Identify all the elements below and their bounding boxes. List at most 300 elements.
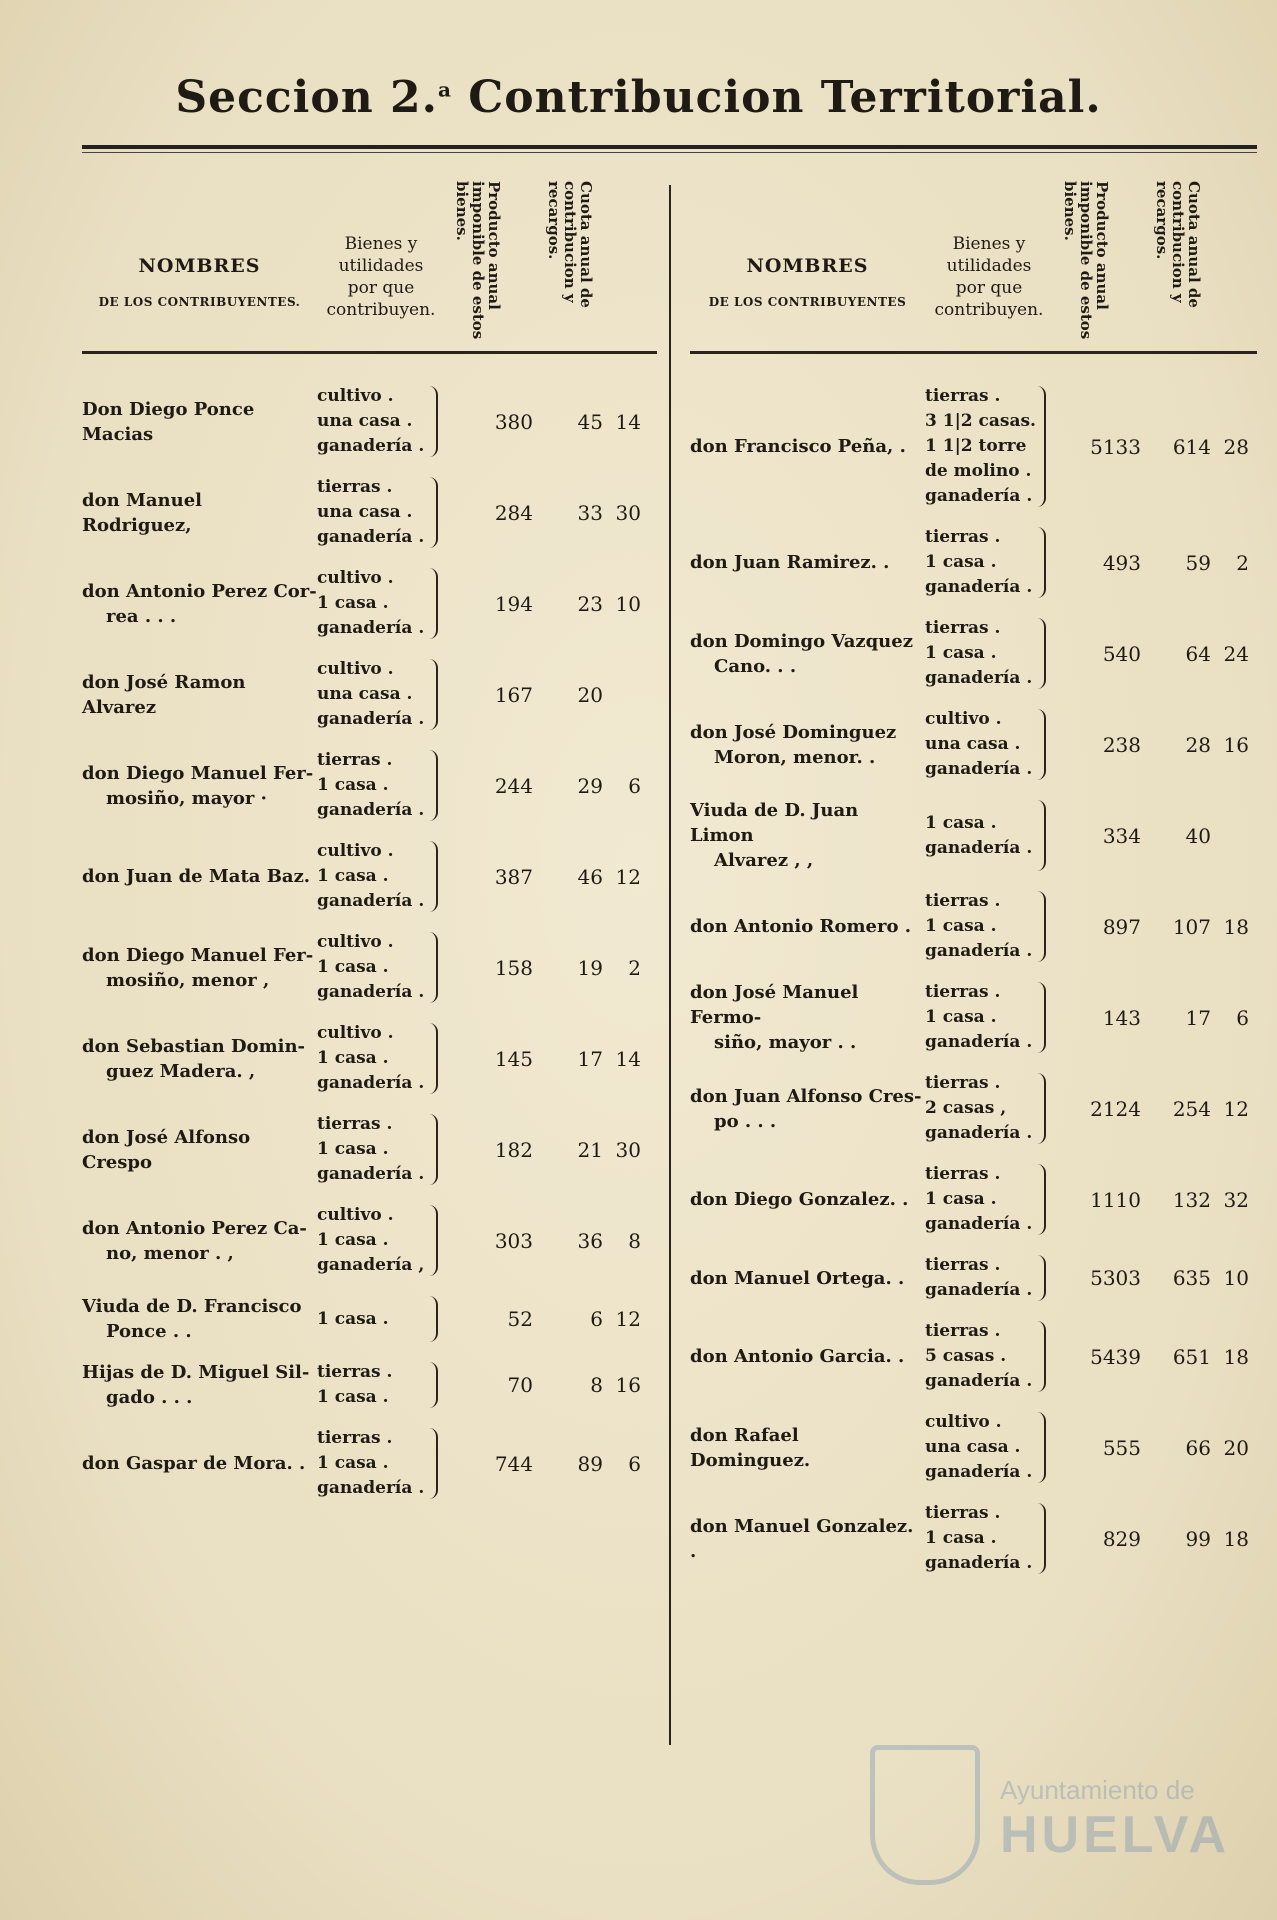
name-line1: don Antonio Garcia. . — [690, 1346, 905, 1367]
name-line1: don Diego Manuel Fer- — [82, 944, 314, 966]
column-divider — [669, 185, 671, 1745]
cuota-value: 20 — [577, 682, 603, 707]
goods-line: ganadería . — [317, 800, 425, 820]
cuota-value: 64 — [1185, 641, 1211, 666]
name-line1: don Juan de Mata Baz. — [82, 866, 311, 887]
product-value: 334 — [1102, 823, 1141, 848]
goods-list — [317, 1426, 427, 1501]
brace — [1035, 889, 1051, 964]
goods-list — [925, 980, 1035, 1055]
brace — [427, 1021, 443, 1096]
brace — [427, 839, 443, 914]
name-line2: guez Madera. , — [106, 1060, 256, 1082]
name-line1: don Diego Gonzalez. . — [690, 1189, 909, 1210]
goods-list — [317, 1112, 427, 1187]
cuota-header: Cuota anual de contribucion y recargos. — [545, 181, 595, 308]
goods-line: tierras . — [317, 750, 393, 770]
goods-line: 1 casa . — [317, 1230, 389, 1250]
name-line1: Viuda de D. Juan Limon — [690, 800, 859, 846]
names-header — [82, 255, 317, 309]
title-rule-thin — [82, 152, 1257, 153]
goods-list — [925, 1501, 1035, 1576]
goods-line: tierras . — [317, 477, 393, 497]
contributor-row — [690, 616, 1257, 691]
name-line2: rea . . . — [106, 605, 177, 627]
goods-line: ganadería . — [925, 1032, 1033, 1052]
goods-line: ganadería . — [317, 1478, 425, 1498]
name-line1: Don Diego Ponce Macias — [82, 398, 255, 445]
recargo-value: 10 — [1223, 1266, 1249, 1290]
goods-line: 1 casa . — [317, 1139, 389, 1159]
goods-list — [317, 1307, 427, 1332]
goods-line: una casa . — [925, 1437, 1021, 1457]
goods-line: 1 casa . — [925, 1189, 997, 1209]
title-main: Contribucion Territorial. — [468, 72, 1102, 123]
right-column — [690, 175, 1257, 1592]
goods-line: tierras . — [925, 527, 1001, 547]
contributor-row — [82, 1203, 657, 1278]
contributor-row — [690, 1319, 1257, 1394]
goods-line: 1 casa . — [317, 957, 389, 977]
contributor-row — [690, 798, 1257, 873]
brace — [427, 1203, 443, 1278]
brace — [427, 1294, 443, 1344]
contributor-row — [82, 1426, 657, 1501]
cuota-value: 17 — [1185, 1005, 1211, 1030]
goods-line: ganadería . — [925, 1280, 1033, 1300]
cuota-value: 36 — [577, 1228, 603, 1253]
goods-line: 1 casa . — [925, 552, 997, 572]
goods-line: 2 casas , — [925, 1098, 1007, 1118]
product-value: 244 — [494, 773, 533, 798]
product-value: 182 — [494, 1137, 533, 1162]
contributor-row — [690, 384, 1257, 509]
brace — [1035, 384, 1051, 509]
contributor-name — [690, 629, 925, 679]
name-line2: gado . . . — [106, 1387, 193, 1408]
cuota-value: 132 — [1172, 1187, 1211, 1212]
watermark-line1: Ayuntamiento de — [1000, 1775, 1195, 1805]
contributor-row — [82, 930, 657, 1005]
contributor-name — [82, 397, 317, 447]
contributor-row — [690, 707, 1257, 782]
goods-list — [925, 525, 1035, 600]
goods-line: tierras . — [925, 982, 1001, 1002]
recargo-value: 2 — [628, 955, 641, 980]
cuota-value: 66 — [1185, 1435, 1211, 1460]
goods-line: 1 1|2 torre — [925, 436, 1027, 456]
goods-line: 1 casa . — [317, 1387, 389, 1407]
brace — [427, 566, 443, 641]
contributor-name — [82, 1125, 317, 1175]
product-value: 284 — [494, 500, 533, 525]
contributor-name — [82, 1451, 317, 1476]
cuota-value: 23 — [577, 591, 603, 616]
product-value: 238 — [1102, 732, 1141, 757]
contributor-name — [690, 1266, 925, 1291]
name-line1: don Antonio Perez Cor- — [82, 580, 317, 602]
cuota-value: 59 — [1185, 550, 1211, 575]
goods-list — [925, 889, 1035, 964]
goods-line: 1 casa . — [317, 775, 389, 795]
goods-line: tierras . — [317, 1428, 393, 1448]
product-value: 897 — [1102, 914, 1141, 939]
product-value: 744 — [494, 1451, 533, 1476]
product-value: 303 — [494, 1228, 533, 1253]
product-value: 2124 — [1090, 1096, 1141, 1121]
name-line1: don Manuel Rodriguez, — [82, 489, 202, 536]
coat-of-arms-icon — [870, 1745, 980, 1885]
recargo-value: 2 — [1236, 550, 1249, 575]
product-value: 143 — [1102, 1005, 1141, 1030]
goods-line: tierras . — [317, 1114, 393, 1134]
contributor-name — [690, 914, 925, 939]
name-line2: Cano. . . — [714, 655, 797, 677]
goods-line: una casa . — [317, 502, 413, 522]
goods-list — [317, 1203, 427, 1278]
cuota-value: 89 — [577, 1451, 603, 1476]
contributor-row — [82, 384, 657, 459]
contributor-name — [82, 488, 317, 538]
goods-list — [317, 930, 427, 1005]
contributor-name — [82, 1034, 317, 1084]
brace — [427, 1112, 443, 1187]
recargo-value: 10 — [615, 591, 641, 616]
contributor-name — [82, 1294, 317, 1344]
goods-line: ganadería . — [925, 759, 1033, 779]
goods-list — [925, 811, 1035, 861]
contributor-row — [82, 566, 657, 641]
product-value: 167 — [494, 682, 533, 707]
contributor-row — [690, 1162, 1257, 1237]
goods-line: ganadería , — [317, 1255, 425, 1275]
goods-line: 1 casa . — [317, 1453, 389, 1473]
contributor-row — [82, 1112, 657, 1187]
product-value: 5303 — [1090, 1266, 1141, 1290]
goods-line: tierras . — [925, 1073, 1001, 1093]
contributor-name — [82, 579, 317, 629]
cuota-value: 40 — [1185, 823, 1211, 848]
goods-line: tierras . — [925, 618, 1001, 638]
watermark — [870, 1745, 1230, 1875]
name-line1: Viuda de D. Francisco — [82, 1296, 302, 1317]
contributor-row — [82, 657, 657, 732]
right-header — [690, 175, 1257, 354]
goods-list — [925, 616, 1035, 691]
name-line1: don Antonio Romero . — [690, 916, 912, 937]
name-line1: don Manuel Ortega. . — [690, 1267, 905, 1289]
cuota-value: 28 — [1185, 732, 1211, 757]
goods-line: una casa . — [317, 684, 413, 704]
brace — [1035, 1319, 1051, 1394]
goods-line: cultivo . — [317, 1205, 394, 1225]
brace — [1035, 798, 1051, 873]
name-line2: mosiño, menor , — [106, 969, 270, 991]
goods-list — [925, 707, 1035, 782]
recargo-value: 32 — [1223, 1187, 1249, 1212]
contributor-name — [82, 670, 317, 720]
title-sup: a — [437, 77, 452, 102]
contributor-row — [82, 748, 657, 823]
goods-header: Bienes y utilidades por que contribuyen. — [326, 234, 436, 320]
brace — [427, 384, 443, 459]
recargo-value: 18 — [1223, 1526, 1249, 1551]
cuota-header: Cuota anual de contribucion y recargos. — [1153, 181, 1203, 308]
contributor-row — [690, 980, 1257, 1055]
product-value: 158 — [494, 955, 533, 980]
recargo-value: 18 — [1223, 914, 1249, 939]
goods-line: ganadería . — [925, 668, 1033, 688]
recargo-value: 30 — [615, 500, 641, 525]
recargo-value: 14 — [615, 409, 641, 434]
product-value: 145 — [494, 1046, 533, 1071]
contributor-name — [690, 1084, 925, 1134]
contributor-name — [82, 943, 317, 993]
contributor-row — [690, 1410, 1257, 1485]
goods-line: 1 casa . — [317, 1048, 389, 1068]
product-value: 5133 — [1090, 434, 1141, 459]
cuota-value: 29 — [577, 773, 603, 798]
cuota-value: 21 — [577, 1137, 603, 1162]
goods-line: tierras . — [925, 1503, 1001, 1523]
goods-header: Bienes y utilidades por que contribuyen. — [934, 234, 1044, 320]
contributor-row — [690, 525, 1257, 600]
goods-line: 1 casa . — [925, 1007, 997, 1027]
name-line2: Moron, menor. . — [714, 746, 876, 768]
goods-line: ganadería . — [925, 1371, 1033, 1391]
recargo-value: 12 — [615, 1307, 641, 1331]
contributor-name — [82, 864, 317, 889]
product-value: 5439 — [1090, 1344, 1141, 1369]
recargo-value: 6 — [628, 773, 641, 798]
watermark-line2: HUELVA — [1000, 1806, 1231, 1864]
contributor-name — [690, 550, 925, 575]
contributor-name — [690, 1514, 925, 1564]
brace — [1035, 1071, 1051, 1146]
goods-line: ganadería . — [317, 527, 425, 547]
name-line1: don Gaspar de Mora. . — [82, 1453, 306, 1474]
goods-line: 3 1|2 casas. — [925, 411, 1036, 431]
goods-line: cultivo . — [317, 841, 394, 861]
left-column — [82, 175, 657, 1517]
product-value: 540 — [1102, 641, 1141, 666]
cuota-value: 99 — [1185, 1526, 1211, 1551]
goods-line: 1 casa . — [925, 916, 997, 936]
contributor-row — [690, 889, 1257, 964]
goods-list — [925, 1071, 1035, 1146]
name-line1: don Antonio Perez Ca- — [82, 1217, 307, 1239]
title-rule — [82, 145, 1257, 149]
product-value: 493 — [1102, 550, 1141, 575]
name-line1: don José Alfonso Crespo — [82, 1126, 251, 1173]
goods-line: cultivo . — [317, 1023, 394, 1043]
goods-line: ganadería . — [925, 1462, 1033, 1482]
goods-line: tierras . — [925, 1321, 1001, 1341]
product-header: Producto anual imponible de estos bienes. — [1061, 181, 1111, 340]
cuota-value: 254 — [1172, 1096, 1211, 1121]
page-title — [0, 72, 1277, 123]
goods-line: una casa . — [925, 734, 1021, 754]
product-value: 70 — [507, 1373, 533, 1397]
name-line1: don José Manuel Fermo- — [690, 982, 859, 1028]
brace — [1035, 1501, 1051, 1576]
goods-line: tierras . — [925, 1255, 1001, 1275]
name-line1: don Juan Alfonso Cres- — [690, 1085, 922, 1107]
brace — [427, 1426, 443, 1501]
goods-line: ganadería . — [925, 486, 1033, 506]
brace — [1035, 1162, 1051, 1237]
recargo-value: 14 — [615, 1046, 641, 1071]
cuota-value: 17 — [577, 1046, 603, 1071]
recargo-value: 16 — [1223, 732, 1249, 757]
goods-line: 5 casas . — [925, 1346, 1007, 1366]
names-header-subtitle: DE LOS CONTRIBUYENTES. — [98, 295, 301, 309]
recargo-value: 6 — [628, 1451, 641, 1476]
goods-line: una casa . — [317, 411, 413, 431]
contributor-row — [82, 475, 657, 550]
goods-list — [317, 384, 427, 459]
contributor-row — [82, 839, 657, 914]
contributor-name — [690, 1187, 925, 1212]
goods-line: cultivo . — [925, 1412, 1002, 1432]
goods-list — [317, 1360, 427, 1410]
contributor-name — [690, 798, 925, 873]
goods-list — [925, 1410, 1035, 1485]
cuota-value: 19 — [577, 955, 603, 980]
name-line2: mosiño, mayor · — [106, 787, 267, 809]
goods-list — [925, 1253, 1035, 1303]
recargo-value: 30 — [615, 1137, 641, 1162]
goods-line: ganadería . — [925, 837, 1033, 858]
goods-line: 1 casa . — [925, 643, 997, 663]
left-entries — [82, 384, 657, 1501]
goods-line: ganadería . — [925, 941, 1033, 961]
product-value: 829 — [1102, 1526, 1141, 1551]
cuota-value: 635 — [1172, 1266, 1211, 1290]
contributor-name — [82, 1360, 317, 1410]
cuota-value: 107 — [1172, 914, 1211, 939]
name-line1: don Rafael Dominguez. — [690, 1424, 811, 1471]
cuota-value: 614 — [1172, 434, 1211, 459]
name-line1: don Manuel Gonzalez. . — [690, 1515, 914, 1562]
goods-line: 1 casa . — [317, 866, 389, 886]
recargo-value: 6 — [1236, 1005, 1249, 1030]
title-prefix: Seccion 2. — [175, 72, 438, 123]
name-line2: Alvarez , , — [714, 850, 814, 871]
contributor-row — [690, 1501, 1257, 1576]
brace — [427, 475, 443, 550]
goods-line: tierras . — [925, 1164, 1001, 1184]
name-line1: Hijas de D. Miguel Sil- — [82, 1362, 310, 1383]
goods-line: tierras . — [317, 1362, 393, 1382]
product-value: 387 — [494, 864, 533, 889]
goods-line: tierras . — [925, 891, 1001, 911]
goods-line: de molino . — [925, 461, 1032, 481]
goods-list — [317, 566, 427, 641]
goods-line: ganadería . — [317, 436, 425, 456]
name-line1: don Domingo Vazquez — [690, 630, 913, 652]
goods-line: ganadería . — [317, 709, 425, 729]
cuota-value: 651 — [1172, 1344, 1211, 1369]
name-line1: don Diego Manuel Fer- — [82, 762, 314, 784]
brace — [1035, 525, 1051, 600]
recargo-value: 8 — [628, 1228, 641, 1253]
goods-list — [925, 1162, 1035, 1237]
brace — [427, 930, 443, 1005]
contributor-name — [690, 1344, 925, 1369]
goods-list — [925, 1319, 1035, 1394]
goods-line: 1 casa . — [317, 1308, 389, 1329]
contributor-name — [690, 980, 925, 1055]
goods-list — [317, 657, 427, 732]
goods-line: ganadería . — [925, 577, 1033, 597]
recargo-value: 18 — [1223, 1344, 1249, 1369]
name-line1: don Francisco Peña, . — [690, 436, 906, 457]
cuota-value: 33 — [577, 500, 603, 525]
cuota-value: 46 — [577, 864, 603, 889]
recargo-value: 12 — [615, 864, 641, 889]
product-header: Producto anual imponible de estos bienes. — [453, 181, 503, 340]
goods-list — [317, 1021, 427, 1096]
names-header-title: NOMBRES — [138, 255, 261, 277]
brace — [1035, 1253, 1051, 1303]
goods-line: ganadería . — [317, 618, 425, 638]
contributor-name — [690, 434, 925, 459]
brace — [1035, 980, 1051, 1055]
cuota-value: 45 — [577, 409, 603, 434]
recargo-value: 24 — [1223, 641, 1249, 666]
product-value: 555 — [1102, 1435, 1141, 1460]
contributor-row — [82, 1360, 657, 1410]
cuota-value: 8 — [590, 1373, 603, 1397]
contributor-name — [82, 1216, 317, 1266]
product-value: 380 — [494, 409, 533, 434]
contributor-name — [690, 720, 925, 770]
brace — [427, 748, 443, 823]
name-line1: don José Ramon Alvarez — [82, 671, 246, 718]
names-header-subtitle: DE LOS CONTRIBUYENTES — [708, 295, 907, 309]
name-line2: siño, mayor . . — [714, 1032, 857, 1053]
contributor-name — [690, 1423, 925, 1473]
brace — [1035, 616, 1051, 691]
name-line2: Ponce . . — [106, 1321, 192, 1342]
product-value: 194 — [494, 591, 533, 616]
brace — [1035, 1410, 1051, 1485]
name-line2: po . . . — [714, 1110, 777, 1132]
contributor-row — [690, 1071, 1257, 1146]
goods-line: ganadería . — [925, 1123, 1033, 1143]
goods-line: ganadería . — [317, 1164, 425, 1184]
product-value: 52 — [507, 1307, 533, 1331]
goods-line: tierras . — [925, 386, 1001, 406]
goods-list — [925, 384, 1035, 509]
product-value: 1110 — [1090, 1187, 1141, 1212]
goods-line: ganadería . — [317, 891, 425, 911]
names-header-title: NOMBRES — [746, 255, 869, 277]
goods-list — [317, 748, 427, 823]
goods-line: ganadería . — [925, 1214, 1033, 1234]
goods-line: cultivo . — [925, 709, 1002, 729]
name-line2: no, menor . , — [106, 1242, 234, 1264]
recargo-value: 20 — [1223, 1435, 1249, 1460]
goods-line: 1 casa . — [925, 1528, 997, 1548]
goods-line: cultivo . — [317, 659, 394, 679]
recargo-value: 28 — [1223, 434, 1249, 459]
brace — [427, 1360, 443, 1410]
contributor-row — [82, 1294, 657, 1344]
goods-line: cultivo . — [317, 386, 394, 406]
goods-line: 1 casa . — [317, 593, 389, 613]
